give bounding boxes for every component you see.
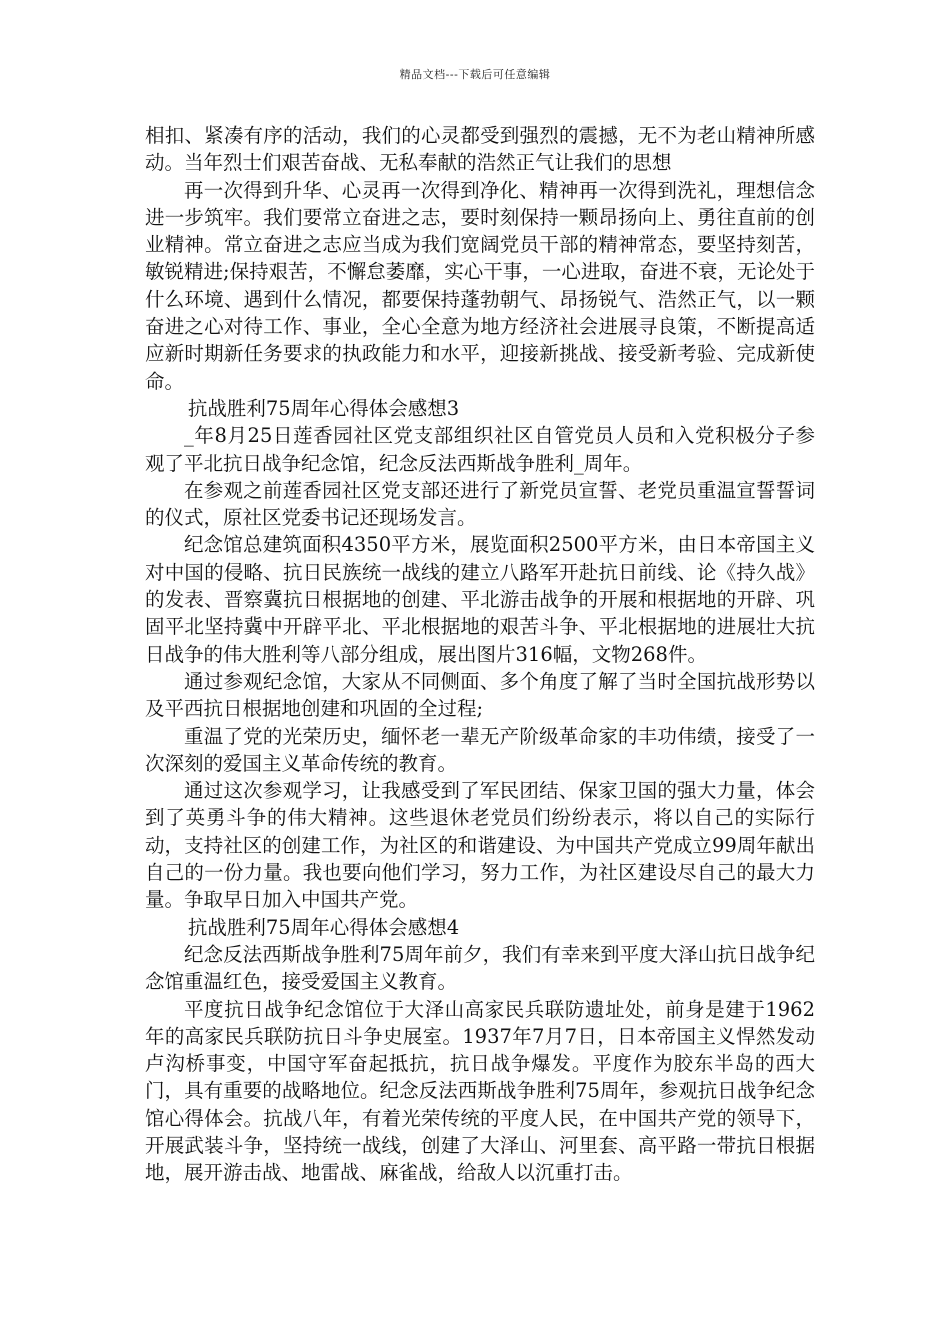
page-header: 精品文档---下载后可任意编辑 — [399, 68, 551, 81]
paragraph: 通过这次参观学习，让我感受到了军民团结、保家卫国的强大力量，体会到了英勇斗争的伟大精神。这些退休老党员们纷纷表示，将以自己的实际行动，支持社区的创建工作，为社区的和谐建设、为中国共产党成立99周年献出自己的一份力量。我也要向他们学习，努力工作，为社区建设尽自己的最大力量。争取早日加入中国共产党。 — [145, 779, 815, 912]
paragraph: 纪念反法西斯战争胜利75周年前夕，我们有幸来到平度大泽山抗日战争纪念馆重温红色，接受爱国主义教育。 — [145, 942, 815, 994]
paragraph-continuation: 相扣、紧凑有序的活动，我们的心灵都受到强烈的震撼，无不为老山精神所感动。当年烈士们艰苦奋战、无私奉献的浩然正气让我们的思想 — [145, 124, 815, 175]
paragraph: 重温了党的光荣历史，缅怀老一辈无产阶级革命家的丰功伟绩，接受了一次深刻的爱国主义革命传统的教育。 — [145, 724, 815, 775]
paragraph: 在参观之前莲香园社区党支部还进行了新党员宣誓、老党员重温宣誓誓词的仪式，原社区党委书记还现场发言。 — [145, 478, 815, 530]
document-body — [145, 122, 815, 1187]
paragraph: 再一次得到升华、心灵再一次得到净化、精神再一次得到洗礼，理想信念进一步筑牢。我们要常立奋进之志，要时刻保持一颗昂扬向上、勇往直前的创业精神。常立奋进之志应当成为我们宽阔党员干部的精神常态，要坚持刻苦，敏锐精进;保持艰苦，不懈怠萎靡，实心干事，一心进取，奋进不衰，无论处于什么环境、遇到什么情况，都要保持蓬勃朝气、昂扬锐气、浩然正气，以一颗奋进之心对待工作、事业，全心全意为地方经济社会进展寻良策，不断提高适应新时期新任务要求的执政能力和水平，迎接新挑战、接受新考验、完成新使命。 — [145, 178, 815, 393]
paragraph: 通过参观纪念馆，大家从不同侧面、多个角度了解了当时全国抗战形势以及平西抗日根据地创建和巩固的全过程; — [145, 669, 815, 721]
paragraph: _年8月25日莲香园社区党支部组织社区自管党员人员和入党积极分子参观了平北抗日战争纪念馆，纪念反法西斯战争胜利_周年。 — [145, 424, 815, 475]
section-heading-3: 抗战胜利75周年心得体会感想3 — [187, 396, 460, 420]
section-heading-4: 抗战胜利75周年心得体会感想4 — [187, 915, 460, 939]
paragraph: 纪念馆总建筑面积4350平方米，展览面积2500平方米，由日本帝国主义对中国的侵略、抗日民族统一战线的建立八路军开赴抗日前线、论《持久战》的发表、晋察冀抗日根据地的创建、平北游击战争的开展和根据地的开辟、巩固平北坚持冀中开辟平北、平北根据地的艰苦斗争、平北根据地的进展壮大抗日战争的伟大胜利等八部分组成，展出图片316幅，文物268件。 — [145, 533, 815, 666]
paragraph: 平度抗日战争纪念馆位于大泽山高家民兵联防遗址处，前身是建于1962年的高家民兵联防抗日斗争史展室。1937年7月7日，日本帝国主义悍然发动卢沟桥事变，中国守军奋起抵抗，抗日战争爆发。平度作为胶东半岛的西大门，具有重要的战略地位。纪念反法西斯战争胜利75周年，参观抗日战争纪念馆心得体会。抗战八年，有着光荣传统的平度人民，在中国共产党的领导下，开展武装斗争，坚持统一战线，创建了大泽山、河里套、高平路一带抗日根据地，展开游击战、地雷战、麻雀战，给敌人以沉重打击。 — [145, 997, 815, 1185]
